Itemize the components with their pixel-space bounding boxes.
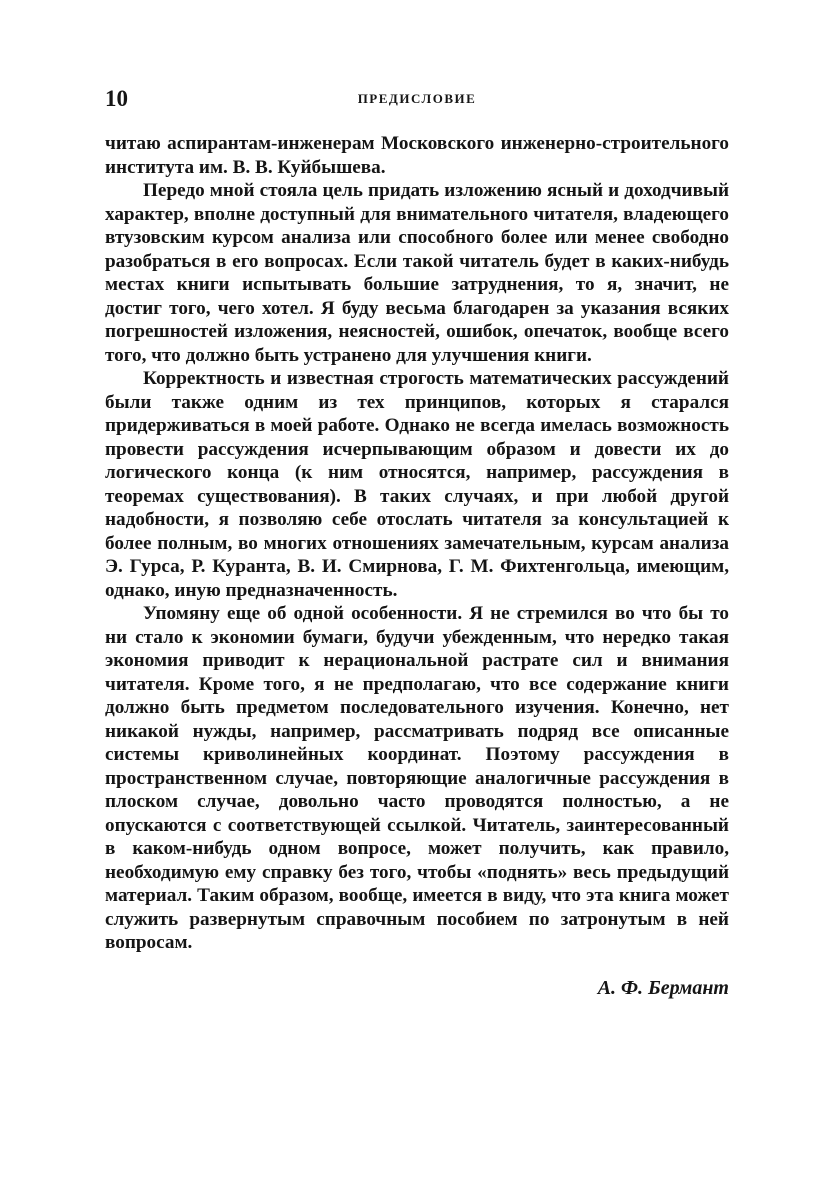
page-header (105, 84, 729, 124)
paragraph-goal: Передо мной стояла цель придать изложению ясный и доходчивый характер, вполне доступный для внимательного читателя, владеющего втузовским курсом анализа или способного более или менее свободно разобраться в его вопросах. Если такой читатель будет в каких-нибудь местах книги испытывать большие затруднения, то я, значит, не достиг того, чего хотел. Я буду весьма благодарен за указания всяких погрешностей изложения, неясностей, ошибок, опечаток, вообще всего того, что должно быть устранено для улучшения книги. (105, 180, 729, 366)
author-signature: А. Ф. Бермант (597, 976, 729, 999)
page-number: 10 (105, 86, 128, 111)
book-page (105, 84, 729, 1001)
paragraph-rigor: Корректность и известная строгость математических рассуждений были также одним из тех принципов, которых я старался придерживаться в моей работе. Однако не всегда имелась возможность провести рассуждения исчерпывающим образом и довести их до логического конца (к ним относятся, например, рассуждения в теоремах существования). В таких случаях, и при любой другой надобности, я позволяю себе отослать читателя за консультацией к более полным, во многих отношениях замечательным, курсам анализа Э. Гурса, Р. Куранта, В. И. Смирнова, Г. М. Фихтенгольца, имеющим, однако, иную предназначенность. (105, 368, 729, 601)
running-head: ПРЕДИСЛОВИЕ (357, 91, 477, 106)
preface-body (105, 132, 729, 955)
paragraph-feature: Упомяну еще об одной особенности. Я не стремился во что бы то ни стало к экономии бумаги, будучи убежденным, что нередко такая экономия приводит к нерациональной растрате сил и внимания читателя. Кроме того, я не предполагаю, что все содержание книги должно быть предметом последовательного изучения. Конечно, нет никакой нужды, например, рассматривать подряд все описанные системы криволинейных координат. Поэтому рассуждения в пространственном случае, повторяющие аналогичные рассуждения в плоском случае, довольно часто проводятся полностью, а не опускаются с соответствующей ссылкой. Читатель, заинтересованный в каком-нибудь одном вопросе, может получить, как правило, необходимую ему справку без того, чтобы «поднять» весь предыдущий материал. Таким образом, вообще, имеется в виду, что эта книга может служить развернутым справочным пособием по затронутым в ней вопросам. (105, 603, 729, 953)
paragraph-continuation: читаю аспирантам-инженерам Московского инженерно-строительного института им. В. В. Куйбышева. (105, 133, 729, 178)
